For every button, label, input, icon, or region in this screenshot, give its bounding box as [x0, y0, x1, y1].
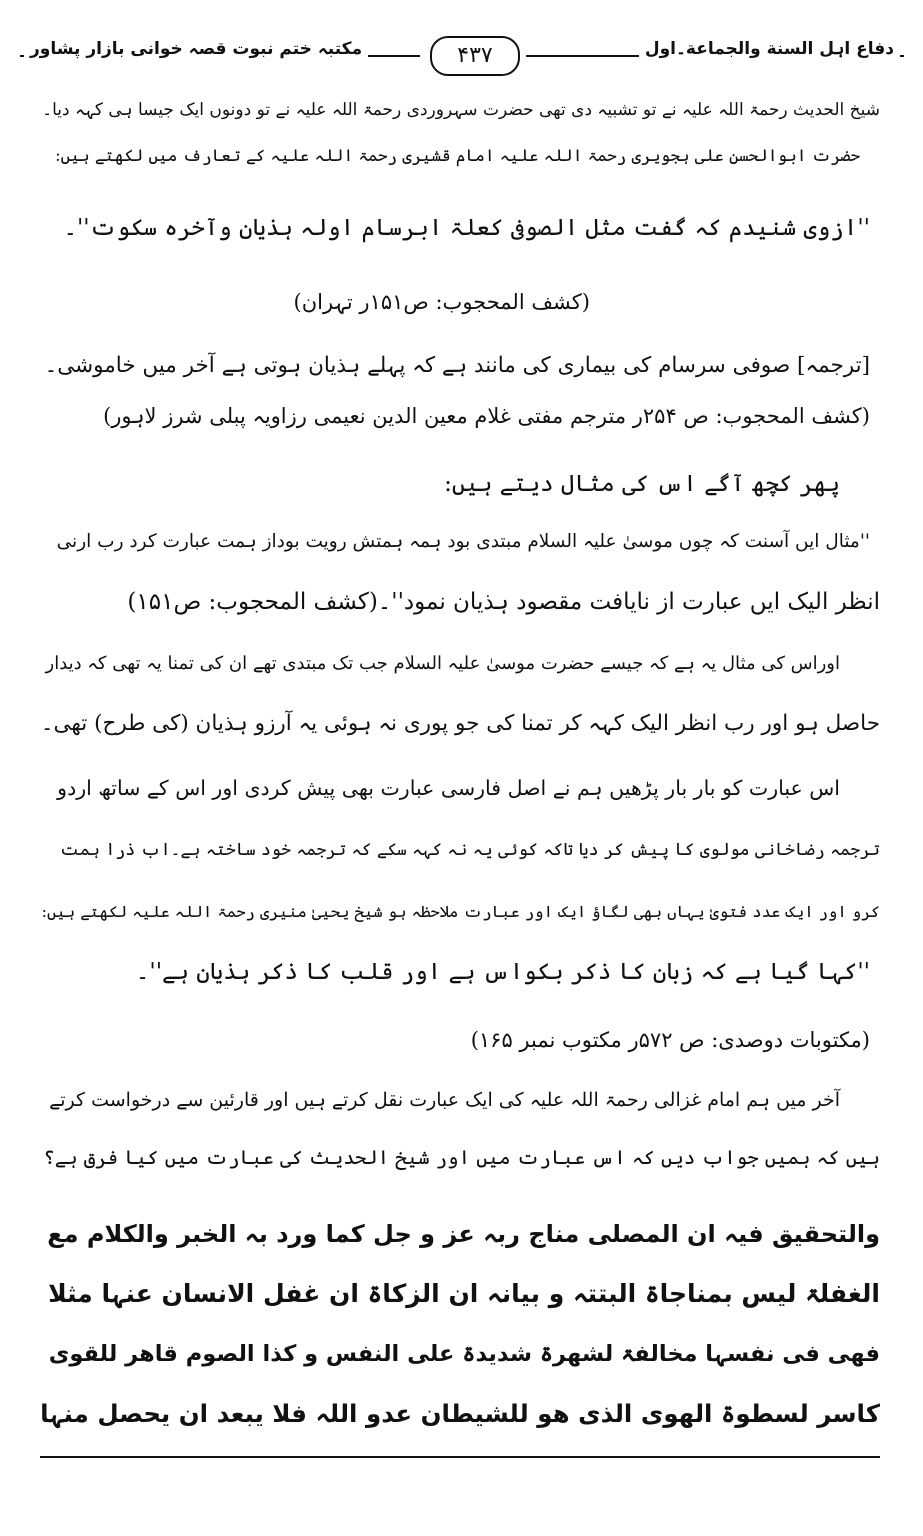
- quote-line: انظر الیک ایں عبارت از نایافت مقصود ہذیان نمود''۔(کشف المحجوب: ص۱۵۱): [127, 589, 880, 615]
- arabic-quote-line: والتحقیق فیہ ان المصلی مناج ربہ عز و جل کما ورد بہ الخبر والکلام مع: [47, 1220, 880, 1248]
- text-line: ترجمہ رضاخانی مولوی کا پیش کر دیا تاکہ کوئی یہ نہ کہہ سکے کہ ترجمہ خود ساختہ ہے۔اب ذرا ہمت: [60, 840, 880, 860]
- quote-line: ''کہا گیا ہے کہ زبان کا ذکر بکواس ہے اور قلب کا ذکر ہذیان ہے''۔: [135, 959, 870, 985]
- text-line: آخر میں ہم امام غزالی رحمۃ اللہ علیہ کی ایک عبارت نقل کرتے ہیں اور قارئین سے درخواست کرتے: [49, 1089, 840, 1111]
- text-line: حضرت ابوالحسن علی ہجویری رحمۃ اللہ علیہ امام قشیری رحمۃ اللہ علیہ کے تعارف میں لکھتے ہیں:: [55, 146, 860, 165]
- book-title: دفاع اہل السنة والجماعة۔اول: [639, 38, 900, 59]
- reference: (مکتوبات دوصدی: ص ۵۷۲ر مکتوب نمبر ۱۶۵): [470, 1028, 870, 1052]
- arabic-quote-line: کاسر لسطوۃ الھوی الذی ھو للشیطان عدو اللہ فلا یبعد ان یحصل منہا: [40, 1399, 880, 1428]
- text-line: کرو اور ایک عدد فتویٰ یہاں بھی لگاؤ ایک اور عبارت ملاحظہ ہو شیخ یحییٰ منیری رحمۃ اللہ علیہ لکھتے ہیں:: [41, 902, 880, 921]
- publisher-name: مکتبہ ختم نبوت قصہ خوانی بازار پشاور: [24, 38, 368, 59]
- footer-rule: [40, 1456, 880, 1458]
- translation-line: [ترجمہ] صوفی سرسام کی بیماری کی مانند ہے کہ پہلے ہذیان ہوتی ہے آخر میں خاموشی۔: [44, 353, 870, 378]
- text-line: پھر کچھ آگے اس کی مثال دیتے ہیں:: [444, 471, 840, 497]
- text-line: ہیں کہ ہمیں جواب دیں کہ اس عبارت میں اور شیخ الحدیث کی عبارت میں کیا فرق ہے؟: [43, 1146, 880, 1169]
- quote-line: ''ازوی شنیدم کہ گفت مثل الصوفی کعلۃ ابرسام اولہ ہذیان وآخرہ سکوت''۔: [63, 215, 870, 241]
- page-number: ۴۳۷: [430, 36, 520, 76]
- text-line: حاصل ہو اور رب انظر الیک کہہ کر تمنا کی جو پوری نہ ہوئی یہ آرزو ہذیان (کی طرح) تھی۔: [40, 711, 880, 736]
- quote-line: ''مثال ایں آسنت کہ چوں موسیٰ علیہ السلام مبتدی بود ہمہ ہمتش رویت بوداز ہمت عبارت کرد رب ارنی: [56, 531, 870, 552]
- page-header: [20, 36, 904, 76]
- arabic-quote-line: الغفلۃ لیس بمناجاۃ البتتہ و بیانہ ان الزکاۃ ان غفل الانسان عنہا مثلا: [48, 1279, 880, 1308]
- reference: (کشف المحجوب: ص ۲۵۴ر مترجم مفتی غلام معین الدین نعیمی رزاویہ پبلی شرز لاہور): [103, 404, 870, 428]
- text-line: اوراس کی مثال یہ ہے کہ جیسے حضرت موسیٰ علیہ السلام جب تک مبتدی تھے ان کی تمنا یہ تھی کہ دیدار: [45, 653, 840, 674]
- text-line: اس عبارت کو بار بار پڑھیں ہم نے اصل فارسی عبارت بھی پیش کردی اور اس کے ساتھ اردو: [57, 776, 840, 800]
- reference: (کشف المحجوب: ص۱۵۱ر تہران): [293, 290, 590, 314]
- text-line: شیخ الحدیث رحمۃ اللہ علیہ نے تو تشبیہ دی تھی حضرت سہروردی رحمۃ اللہ علیہ نے تو دونوں ایک جیسا ہی کہہ دیا۔: [42, 100, 880, 120]
- arabic-quote-line: فھی فی نفسہا مخالفۃ لشھرۃ شدیدۃ علی النفس و کذا الصوم قاھر للقوی: [48, 1341, 880, 1367]
